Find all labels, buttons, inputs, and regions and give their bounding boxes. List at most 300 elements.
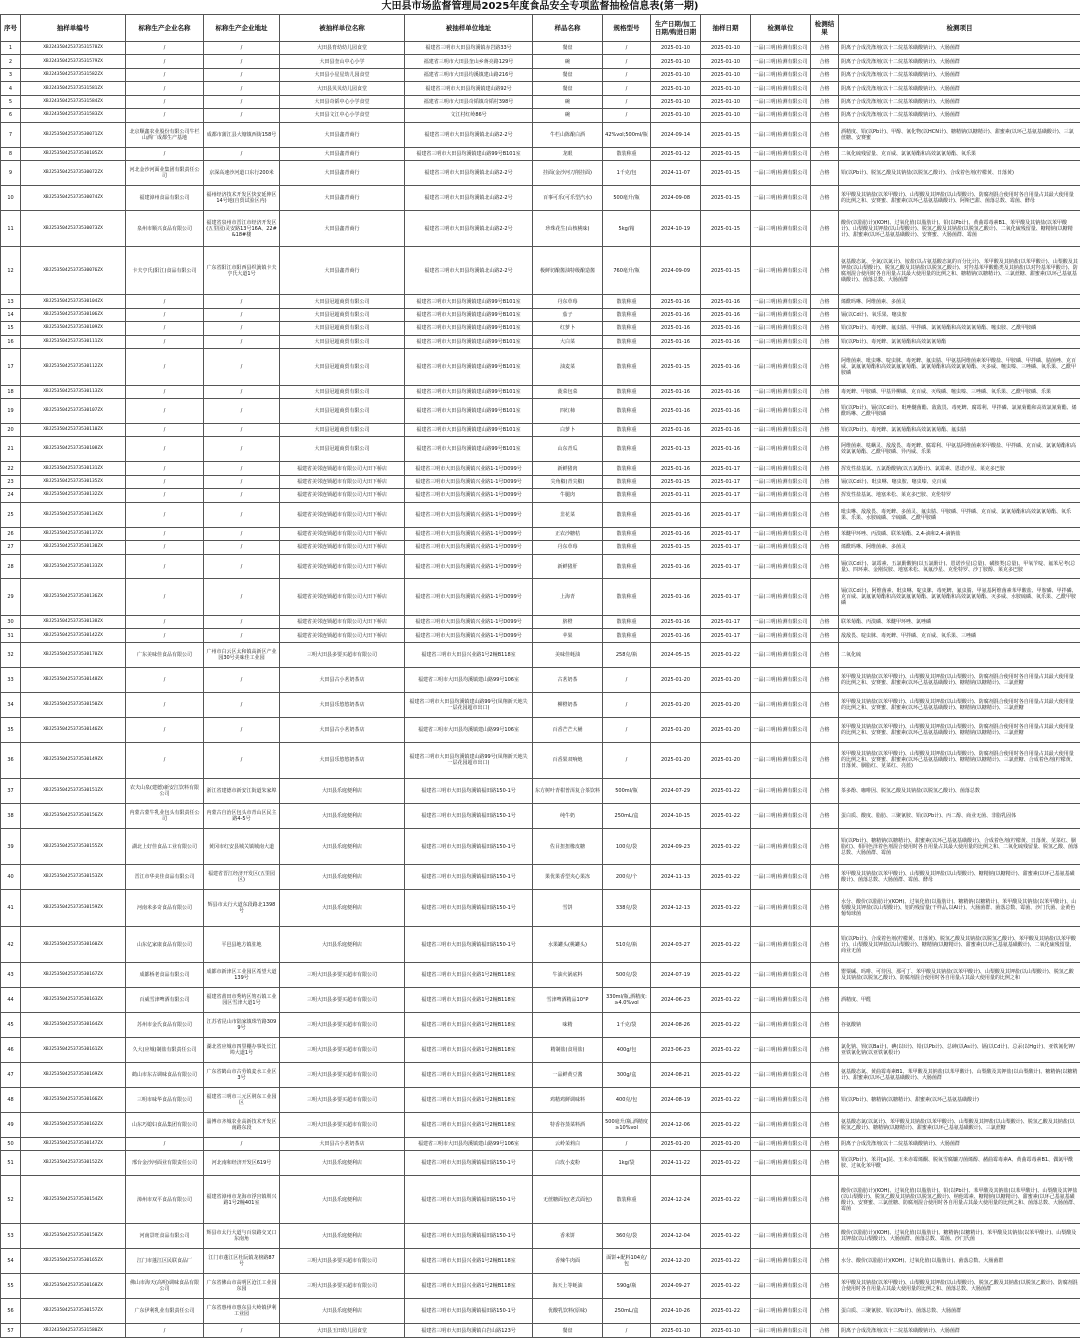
sampled-unit-name: 大田县鑫青商行 — [280, 247, 405, 295]
spec: 500ml/瓶 — [603, 779, 651, 804]
producer-name: / — [126, 308, 204, 321]
spec: 散装称重 — [603, 437, 651, 462]
sampled-unit-address: 福建省三明市大田县均溪镇福田路150-1号 — [405, 865, 533, 890]
sampling-date: 2025-01-15 — [701, 122, 751, 147]
sampling-date: 2025-01-17 — [701, 554, 751, 579]
sampling-date: 2025-01-10 — [701, 1324, 751, 1338]
sampled-unit-address: 福建省三明市大田县均溪镇福田路150-1号 — [405, 1176, 533, 1224]
header-spec: 规格型号 — [603, 15, 651, 42]
sampled-unit-name: 三明大田县多要买超市有限公司 — [280, 1013, 405, 1038]
sample-name: 特香谷蒸菜料酒 — [533, 1113, 603, 1138]
sampled-unit-name: 三明大田县多要买超市有限公司 — [280, 963, 405, 988]
sample-name: 白玫小麦粉 — [533, 1151, 603, 1176]
test-lab: 一品(三明)检测有限公司 — [751, 95, 811, 108]
sampled-unit-name: 福建省美邻连锁超市有限公司大田下桥店 — [280, 475, 405, 488]
table-row — [1, 1249, 1080, 1274]
sampling-date: 2025-01-22 — [701, 829, 751, 865]
test-lab: 一品(三明)检测有限公司 — [751, 890, 811, 926]
test-result: 合格 — [811, 963, 839, 988]
producer-name: / — [126, 1138, 204, 1151]
production-date: 2024-10-15 — [651, 804, 701, 829]
producer-name: 福建漳州食品有限公司 — [126, 185, 204, 210]
row-index: 18 — [1, 385, 21, 398]
table-row — [1, 717, 1080, 742]
table-row — [1, 210, 1080, 246]
sampled-unit-name: 三明大田县多要买超市有限公司 — [280, 1249, 405, 1274]
sampled-unit-name: 福建省美邻连锁超市有限公司大田下桥店 — [280, 527, 405, 540]
sampled-unit-name: 大田县冠超商贸有限公司 — [280, 437, 405, 462]
row-index: 54 — [1, 1249, 21, 1274]
test-lab: 一品(三明)检测有限公司 — [751, 349, 811, 385]
test-lab: 一品(三明)检测有限公司 — [751, 122, 811, 147]
spec: 1千克/袋 — [603, 1013, 651, 1038]
production-date: 2025-01-16 — [651, 385, 701, 398]
sample-no: XBJ25350425373530142ZX — [21, 629, 126, 642]
test-items: 酒精度、甲醛 — [839, 988, 1080, 1013]
sample-no: XBJ25350425373530150ZX — [21, 692, 126, 717]
sampled-unit-address: 福建省三明市大田县均溪镇建山路99号B101室 — [405, 335, 533, 348]
test-items: 铅(以Pb计)、糖精钠(以糖精计)、甜蜜素(以环己基氨基磺酸计)、合成着色剂(柠檬黄、日落黄、苋菜红、胭脂红)、相同色泽着色剂混合使用时各自用量占其最大使用量的比例之和、二氧化硫残留量、脱氢乙酸、菌落总数、大肠菌群、霉菌 — [839, 829, 1080, 865]
test-lab: 一品(三明)检测有限公司 — [751, 742, 811, 778]
production-date: 2025-01-10 — [651, 82, 701, 95]
sampled-unit-name: 福建省美邻连锁超市有限公司大田下桥店 — [280, 541, 405, 554]
spec: / — [603, 82, 651, 95]
table-row — [1, 399, 1080, 424]
sample-no: XBJ25350425373530106ZX — [21, 308, 126, 321]
producer-address: 京深高速沙河道口东行200米 — [204, 161, 280, 186]
sampling-date: 2025-01-22 — [701, 779, 751, 804]
sample-no: XBJ25350425373530155ZX — [21, 829, 126, 865]
producer-address: / — [204, 554, 280, 579]
table-row — [1, 667, 1080, 692]
test-items: 铅(以Pb计)、脱氢乙酸及其钠盐(以脱氢乙酸计)、合成着色剂(柠檬黄、日落黄) — [839, 161, 1080, 186]
sampled-unit-address: 福建省三明市大田县均溪镇北山路2-2号 — [405, 247, 533, 295]
test-items: 铅(以Pb计)、毒死蜱、氯氰菊酯和高效氯氰菊酯、氟虫腈 — [839, 424, 1080, 437]
production-date: 2025-01-16 — [651, 629, 701, 642]
header-test-items: 检测项目 — [839, 15, 1080, 42]
sample-no: XBJ24350425373531580ZX — [21, 1324, 126, 1338]
producer-name: / — [126, 385, 204, 398]
production-date: 2025-01-20 — [651, 692, 701, 717]
sample-name: 佐目扭扭橡皮糖 — [533, 829, 603, 865]
sampled-unit-address: 福建省三明市大田县均溪镇兴业路1-1号D099号 — [405, 629, 533, 642]
sample-no: XBJ25350425373530074ZX — [21, 185, 126, 210]
spec: / — [603, 95, 651, 108]
producer-name: / — [126, 295, 204, 308]
production-date: 2025-01-20 — [651, 1138, 701, 1151]
sample-no: XBJ25350425373530159ZX — [21, 890, 126, 926]
test-items: 水分、酸价(以脂肪计)(KOH)、过氧化值(以脂肪计)、菌落总数、大肠菌群 — [839, 1249, 1080, 1274]
sample-no: XBJ24350425373531583ZX — [21, 109, 126, 122]
sample-name: 新鲜猪肉 — [533, 462, 603, 475]
production-date: 2024-12-04 — [651, 1224, 701, 1249]
test-items: 苯甲酸及其钠盐(以苯甲酸计)、山梨酸及其钾盐(以山梨酸计)、防腐剂混合使用时各自用量占其最大使用量的比例之和、安赛蜜、甜蜜素(以环己基氨基磺酸计)、糖精钠(以糖精计)、三氯蔗糖 — [839, 692, 1080, 717]
production-date: 2024-09-14 — [651, 122, 701, 147]
spec: 散装称重 — [603, 147, 651, 160]
test-items: 铅(以Pb计)、糖精钠(以糖精计)、甜蜜素(以环己基氨基磺酸计) — [839, 1088, 1080, 1113]
producer-name: 苏州市金氏食品有限公司 — [126, 1013, 204, 1038]
spec: 散装称重 — [603, 615, 651, 628]
row-index: 36 — [1, 742, 21, 778]
sampled-unit-address: 福建省三明市大田县兴业路1号2幢B118室 — [405, 1063, 533, 1088]
sampling-date: 2025-01-20 — [701, 667, 751, 692]
row-index: 41 — [1, 890, 21, 926]
row-index: 21 — [1, 437, 21, 462]
sampled-unit-address: 福建省三明市大田县均溪镇赤岩路33号 — [405, 42, 533, 55]
spec: 300g/盒 — [603, 1063, 651, 1088]
production-date: 2024-11-22 — [651, 1151, 701, 1176]
sampled-unit-name: 三明大田县多要买超市有限公司 — [280, 1274, 405, 1299]
sampling-date: 2025-01-22 — [701, 1249, 751, 1274]
row-index: 15 — [1, 322, 21, 335]
producer-address: / — [204, 95, 280, 108]
test-result: 合格 — [811, 667, 839, 692]
producer-address: 广东省佛山市高明区沧江工业园东园 — [204, 1274, 280, 1299]
spec: 散装称重 — [603, 308, 651, 321]
table-row — [1, 829, 1080, 865]
producer-name: 山东巧媳妇食品集团有限公司 — [126, 1113, 204, 1138]
sampled-unit-address: 福建省三明市大田县均溪镇兴业路1-1号D099号 — [405, 554, 533, 579]
spec: / — [603, 1324, 651, 1338]
sampled-unit-address: 福建省三明市大田县均溪镇兴业路1-1号D099号 — [405, 527, 533, 540]
test-result: 合格 — [811, 335, 839, 348]
row-index: 16 — [1, 335, 21, 348]
table-row — [1, 489, 1080, 502]
test-result: 合格 — [811, 779, 839, 804]
row-index: 3 — [1, 68, 21, 81]
test-items: 阿维菌素、哒螨灵、敌敌畏、毒死蜱、腐霉利、甲氨基阿维菌素苯甲酸盐、甲拌磷、克百威、氯氰菊酯和高效氯氰菊酯、乙酰甲胺磷、异丙威、乐果 — [839, 437, 1080, 462]
producer-name: / — [126, 42, 204, 55]
sampling-date: 2025-01-17 — [701, 615, 751, 628]
sample-name: 碗 — [533, 95, 603, 108]
sampled-unit-address: 福建省三明市大田县均溪镇白岩山路123号 — [405, 1324, 533, 1338]
producer-address: 江门市蓬江区杜阮镇龙榜路87号 — [204, 1249, 280, 1274]
producer-address: 福建省莆田市秀屿区笏石镇工业园区雪津大道1号 — [204, 988, 280, 1013]
producer-name: / — [126, 502, 204, 527]
test-result: 合格 — [811, 489, 839, 502]
test-lab: 一品(三明)检测有限公司 — [751, 692, 811, 717]
sample-name: 茄子 — [533, 308, 603, 321]
sampled-unit-name: 大田县冠超商贸有限公司 — [280, 295, 405, 308]
table-row — [1, 1176, 1080, 1224]
spec: 面饼+配料104克/包 — [603, 1249, 651, 1274]
sampled-unit-name: 三明大田县多要买超市有限公司 — [280, 1038, 405, 1063]
producer-address: 淄博市齐城农业高新技术开发区南路东段 — [204, 1113, 280, 1138]
test-items: 苯醚甲环唑、丙溴磷、联苯菊酯、2,4-滴和2,4-滴钠盐 — [839, 527, 1080, 540]
producer-address: 广东省阳江市阳西县织簧镇卡夫亨氏大道1号 — [204, 247, 280, 295]
test-lab: 一品(三明)检测有限公司 — [751, 629, 811, 642]
production-date: 2025-01-15 — [651, 541, 701, 554]
producer-name: / — [126, 437, 204, 462]
producer-name: 内蒙古蒙牛乳业包头有限责任公司 — [126, 804, 204, 829]
row-index: 52 — [1, 1176, 21, 1224]
producer-name: 成都桥老食品有限公司 — [126, 963, 204, 988]
sampled-unit-address: 福建省三明市大田县兴业路1号2幢B118室 — [405, 1013, 533, 1038]
table-row — [1, 1151, 1080, 1176]
sampled-unit-address: 福建省三明市大田县均溪镇建山路99号B101室 — [405, 399, 533, 424]
production-date: 2025-01-13 — [651, 437, 701, 462]
sampled-unit-name: 福建省美邻连锁超市有限公司大田下桥店 — [280, 554, 405, 579]
sampling-date: 2025-01-22 — [701, 1088, 751, 1113]
sampling-date: 2025-01-16 — [701, 308, 751, 321]
row-index: 56 — [1, 1299, 21, 1324]
table-row — [1, 475, 1080, 488]
production-date: 2025-01-16 — [651, 579, 701, 615]
sampled-unit-address: 福建省三明市大田县兴业路1号2幢B118室 — [405, 642, 533, 667]
spec: / — [603, 717, 651, 742]
test-items: 阴离子合成洗涤剂(以十二烷基苯磺酸钠计)、大肠菌群 — [839, 55, 1080, 68]
sampled-unit-name: 大田县鑫青商行 — [280, 147, 405, 160]
test-result: 合格 — [811, 502, 839, 527]
producer-address: / — [204, 462, 280, 475]
page-title: 大田县市场监督管理局2025年度食品安全专项监督抽检信息表(第一期) — [381, 1, 699, 12]
sample-name: 珍珠花生(山核桃味) — [533, 210, 603, 246]
sampling-date: 2025-01-16 — [701, 322, 751, 335]
producer-address: / — [204, 349, 280, 385]
sampled-unit-name: 大田县乐悠悠奶茶店 — [280, 742, 405, 778]
sampling-date: 2025-01-22 — [701, 1038, 751, 1063]
sampled-unit-address: 福建省三明市大田县均溪镇福田路150-1号 — [405, 779, 533, 804]
sampled-unit-name: 大田县冠超商贸有限公司 — [280, 308, 405, 321]
sample-no: XBJ25350425373530072ZX — [21, 161, 126, 186]
test-items: 阴离子合成洗涤剂(以十二烷基苯磺酸钠计)、大肠菌群 — [839, 68, 1080, 81]
sampling-date: 2025-01-22 — [701, 642, 751, 667]
test-result: 合格 — [811, 82, 839, 95]
production-date: 2024-12-06 — [651, 1113, 701, 1138]
sample-no: XBJ24350425373531578ZX — [21, 42, 126, 55]
production-date: 2024-07-19 — [651, 963, 701, 988]
sample-name: 红萝卜 — [533, 322, 603, 335]
sample-no: XBJ25350425373530169ZX — [21, 1063, 126, 1088]
sample-no: XBJ25350425373530104ZX — [21, 295, 126, 308]
spec: 510克/瓶 — [603, 926, 651, 962]
sample-name: 牛腿肉 — [533, 489, 603, 502]
sampling-date: 2025-01-17 — [701, 475, 751, 488]
producer-name: 江门市蓬江区民联食品厂 — [126, 1249, 204, 1274]
sampled-unit-name: 大田县育幼幼儿园食堂 — [280, 42, 405, 55]
test-result: 合格 — [811, 692, 839, 717]
test-lab: 一品(三明)检测有限公司 — [751, 1063, 811, 1088]
producer-address: / — [204, 667, 280, 692]
producer-address: 成都市蒲江县大塘镇西街158号 — [204, 122, 280, 147]
test-result: 合格 — [811, 579, 839, 615]
sampled-unit-address: 福建省三明市大田县均溪镇福田路150-1号 — [405, 1224, 533, 1249]
test-items: 烯酰吗啉、阿维菌素、多菌灵 — [839, 295, 1080, 308]
test-result: 合格 — [811, 247, 839, 295]
table-row — [1, 385, 1080, 398]
sample-no: XBJ25350425373530073ZX — [21, 210, 126, 246]
sampling-date: 2025-01-16 — [701, 385, 751, 398]
test-lab: 一品(三明)检测有限公司 — [751, 335, 811, 348]
sampling-date: 2025-01-17 — [701, 579, 751, 615]
test-lab: 一品(三明)检测有限公司 — [751, 82, 811, 95]
test-result: 合格 — [811, 1138, 839, 1151]
test-items: 苯甲酸及其钠盐(以苯甲酸计)、山梨酸及其钾盐(以山梨酸计)、糖精钠(以糖精计)、甜蜜素(以环己基氨基磺酸计)、菌落总数、大肠菌群、霉菌、酵母 — [839, 865, 1080, 890]
sample-no: XBJ25350425373530130ZX — [21, 541, 126, 554]
row-index: 6 — [1, 109, 21, 122]
sample-name: 鸡精鸡鲜调味料 — [533, 1088, 603, 1113]
test-result: 合格 — [811, 865, 839, 890]
test-result: 合格 — [811, 804, 839, 829]
sampling-date: 2025-01-10 — [701, 109, 751, 122]
spec: 散装称重 — [603, 462, 651, 475]
producer-address: / — [204, 502, 280, 527]
sampled-unit-name: 大田县乐庭便利店 — [280, 804, 405, 829]
test-items: 氨基酸态氮(以氮计)、苯甲酸及其钠盐(以苯甲酸计)、山梨酸及其钾盐(以山梨酸计)、脱氢乙酸及其钠盐(以脱氢乙酸计)、糖精钠(以糖精计)、甜蜜素(以环己基氨基磺酸计)、三氯蔗糖 — [839, 1113, 1080, 1138]
row-index: 2 — [1, 55, 21, 68]
header-production-date: 生产日期/加工日期/购进日期 — [651, 15, 701, 42]
sample-name: 碗 — [533, 55, 603, 68]
producer-name: / — [126, 349, 204, 385]
test-result: 合格 — [811, 1299, 839, 1324]
sampled-unit-name: 大田县乐庭便利店 — [280, 865, 405, 890]
sample-no: XBJ25350425373530134ZX — [21, 502, 126, 527]
production-date: 2025-01-16 — [651, 462, 701, 475]
producer-name: 三明市味华食品有限公司 — [126, 1088, 204, 1113]
sample-no: XBJ25350425373530165ZX — [21, 1249, 126, 1274]
spec: 散装称重 — [603, 385, 651, 398]
table-row — [1, 926, 1080, 962]
test-items: 二氧化硫残留量、克百威、氯氰菊酯和高效氯氰菊酯、氧乐果 — [839, 147, 1080, 160]
producer-name: / — [126, 629, 204, 642]
producer-address: / — [204, 579, 280, 615]
sampling-date: 2025-01-10 — [701, 55, 751, 68]
test-items: 镉(以Cd计)、阿维菌素、吡虫啉、啶虫脒、毒死蜱、氟虫腈、甲氨基阿维菌素苯甲酸盐、甲胺磷、甲拌磷、克百威、氯氟氰菊酯和高效氯氟氰菊酯、氯氰菊酯和高效氯氰菊酯、灭多威、水胺硫磷、氧乐果、乙酰甲胺磷 — [839, 579, 1080, 615]
sample-no: XBJ25350425373530163ZX — [21, 988, 126, 1013]
sampled-unit-address: 福建省三明市大田县均溪镇建山路99号106室 — [405, 667, 533, 692]
row-index: 5 — [1, 95, 21, 108]
test-result: 合格 — [811, 890, 839, 926]
row-index: 39 — [1, 829, 21, 865]
sampled-unit-address: 福建省三明市大田县均溪镇北山路2-2号 — [405, 161, 533, 186]
row-index: 25 — [1, 502, 21, 527]
test-result: 合格 — [811, 926, 839, 962]
sampled-unit-name: 大田县乐庭便利店 — [280, 829, 405, 865]
sampled-unit-name: 大田县乐悠悠奶茶店 — [280, 692, 405, 717]
table-row — [1, 335, 1080, 348]
sampled-unit-address: 福建省三明市大田县均溪镇福田路150-1号 — [405, 829, 533, 865]
test-items: 铅(以Pb计)、合成着色剂(柠檬黄、日落黄)、脱氢乙酸及其钠盐(以脱氢乙酸计)、苯甲酸及其钠盐(以苯甲酸计)、山梨酸及其钾盐(以山梨酸计)、糖精钠(以糖精计)、甜蜜素(以环己基氨基磺酸计)、二氧化硫残留量、商业无菌 — [839, 926, 1080, 962]
producer-address: 广东省鹤山市古劳镇麦水工业区3号 — [204, 1063, 280, 1088]
sample-no: XBJ25350425373530158ZX — [21, 1224, 126, 1249]
spec: 散装称重 — [603, 335, 651, 348]
producer-address: 辉县市太行大道与百泉路交叉口东南角 — [204, 1224, 280, 1249]
sampling-date: 2025-01-22 — [701, 1299, 751, 1324]
production-date: 2024-05-15 — [651, 642, 701, 667]
test-lab: 一品(三明)检测有限公司 — [751, 1324, 811, 1338]
test-result: 合格 — [811, 385, 839, 398]
sampled-unit-address: 福建省三明市大田县均溪镇建山路99号B101室 — [405, 322, 533, 335]
sampled-unit-address: 福建省三明市大田县均溪镇福田路150-1号 — [405, 1151, 533, 1176]
spec: 338克/袋 — [603, 890, 651, 926]
sample-name: 餐盘 — [533, 42, 603, 55]
sampled-unit-address: 福建省三明市大田县兴业路1号2幢B118室 — [405, 1038, 533, 1063]
spec: 360克/袋 — [603, 1224, 651, 1249]
sampled-unit-address: 福建省三明市大田县均溪镇兴业路1-1号D099号 — [405, 462, 533, 475]
test-result: 合格 — [811, 1088, 839, 1113]
test-result: 合格 — [811, 1151, 839, 1176]
spec: 590g/瓶 — [603, 1274, 651, 1299]
sampled-unit-address: 福建省三明市大田县均溪镇福田路150-1号 — [405, 1299, 533, 1324]
producer-address: / — [204, 475, 280, 488]
producer-address: / — [204, 692, 280, 717]
row-index: 7 — [1, 122, 21, 147]
spec: 258克/瓶 — [603, 642, 651, 667]
sampled-unit-address: 福建省三明市大田县均溪镇福田路150-1号 — [405, 890, 533, 926]
test-lab: 一品(三明)检测有限公司 — [751, 1113, 811, 1138]
sampled-unit-address: 福建省三明市大田县均溪镇建山路99号B101室 — [405, 385, 533, 398]
spec: 500克/袋 — [603, 963, 651, 988]
sampled-unit-name: 大田县小星星幼儿园食堂 — [280, 68, 405, 81]
test-lab: 一品(三明)检测有限公司 — [751, 926, 811, 962]
sample-no: XBJ24350425373531581ZX — [21, 82, 126, 95]
sample-no: XBJ25350425373530151ZX — [21, 779, 126, 804]
producer-address: 黄冈市红安县城关镇城南大道 — [204, 829, 280, 865]
table-row — [1, 1063, 1080, 1088]
test-lab: 一品(三明)检测有限公司 — [751, 475, 811, 488]
sample-no: XBJ25350425373530136ZX — [21, 579, 126, 615]
sampling-date: 2025-01-17 — [701, 489, 751, 502]
test-result: 合格 — [811, 1063, 839, 1088]
sampling-date: 2025-01-16 — [701, 399, 751, 424]
row-index: 35 — [1, 717, 21, 742]
spec: 散装称重 — [603, 424, 651, 437]
test-lab: 一品(三明)检测有限公司 — [751, 717, 811, 742]
test-result: 合格 — [811, 1113, 839, 1138]
producer-name: / — [126, 1324, 204, 1338]
test-lab: 一品(三明)检测有限公司 — [751, 1224, 811, 1249]
row-index: 32 — [1, 642, 21, 667]
production-date: 2025-01-16 — [651, 424, 701, 437]
spec: 散装称重 — [603, 475, 651, 488]
row-index: 12 — [1, 247, 21, 295]
test-items: 镉(以Cd计)、氧乐果、噻虫胺 — [839, 308, 1080, 321]
production-date: 2025-01-10 — [651, 1324, 701, 1338]
sampling-date: 2025-01-22 — [701, 1224, 751, 1249]
sample-name: 水果罐头(桃罐头) — [533, 926, 603, 962]
spec: 散装称重 — [603, 554, 651, 579]
sample-no: XBJ24350425373531582ZX — [21, 68, 126, 81]
sampled-unit-name: 大田县乐庭便利店 — [280, 1299, 405, 1324]
producer-name: / — [126, 717, 204, 742]
table-row — [1, 865, 1080, 890]
table-row — [1, 147, 1080, 160]
sampled-unit-name: 大田县冠超商贸有限公司 — [280, 322, 405, 335]
production-date: 2025-01-10 — [651, 109, 701, 122]
producer-name: / — [126, 322, 204, 335]
producer-name: 河南景旺食品有限公司 — [126, 1224, 204, 1249]
sample-no: XBJ25350425373530160ZX — [21, 926, 126, 962]
sampling-date: 2025-01-16 — [701, 437, 751, 462]
row-index: 4 — [1, 82, 21, 95]
production-date: 2025-01-16 — [651, 554, 701, 579]
production-date: 2025-01-16 — [651, 308, 701, 321]
production-date: 2024-09-09 — [651, 247, 701, 295]
sampling-date: 2025-01-22 — [701, 1176, 751, 1224]
test-result: 合格 — [811, 475, 839, 488]
header-result: 检测结果 — [811, 15, 839, 42]
test-items: 阴离子合成洗涤剂(以十二烷基苯磺酸钠计)、大肠菌群 — [839, 1138, 1080, 1151]
producer-name: / — [126, 742, 204, 778]
test-items: 苯甲酸及其钠盐(以苯甲酸计)、山梨酸及其钾盐(以山梨酸计)、防腐剂混合使用时各自用量占其最大使用量的比例之和、安赛蜜、甜蜜素(以环己基氨基磺酸计)、糖精钠(以糖精计)、三氯蔗糖、合成着色剂(柠檬黄、日落黄、胭脂红、苋菜红、亮蓝) — [839, 742, 1080, 778]
sampling-date: 2025-01-16 — [701, 424, 751, 437]
test-lab: 一品(三明)检测有限公司 — [751, 804, 811, 829]
production-date: 2025-01-10 — [651, 42, 701, 55]
sampled-unit-name: 大田县乐庭便利店 — [280, 1224, 405, 1249]
producer-address: / — [204, 541, 280, 554]
producer-address: 河北南和经济开发区619号 — [204, 1151, 280, 1176]
producer-name: / — [126, 527, 204, 540]
